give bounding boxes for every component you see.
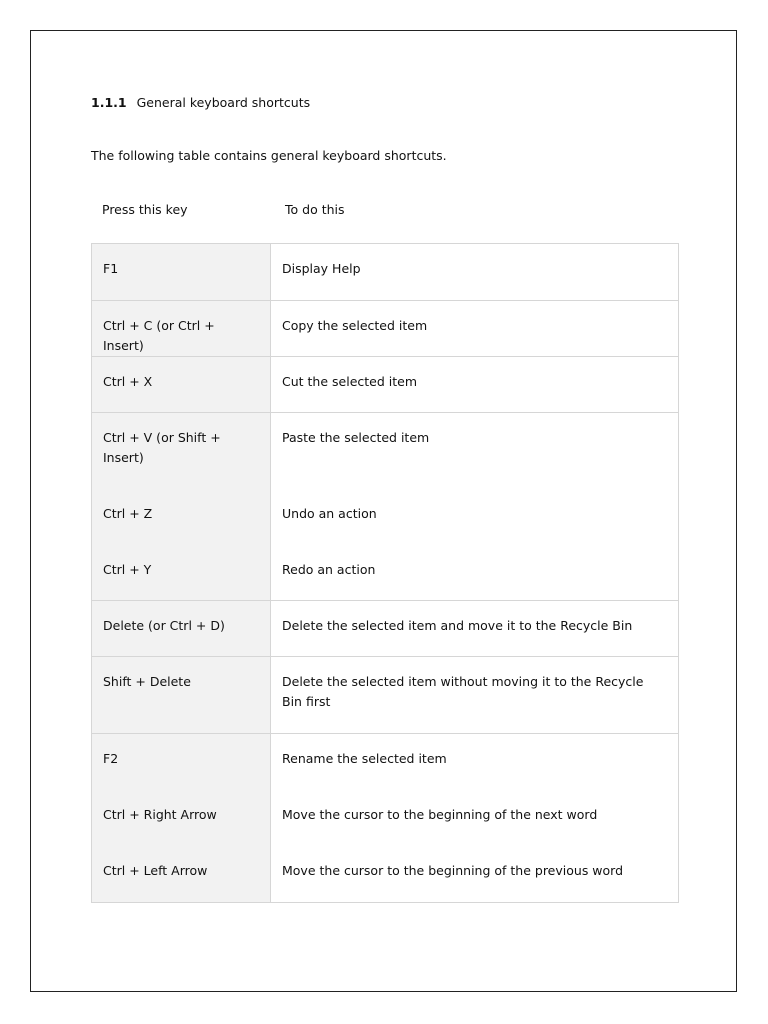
table-row (92, 489, 679, 545)
table-row (92, 846, 679, 903)
shortcut-key-cell: Delete (or Ctrl + D) (92, 601, 271, 657)
column-header-action: To do this (285, 202, 345, 217)
shortcut-key-cell: Ctrl + Z (92, 489, 271, 545)
table-row (92, 413, 679, 489)
shortcut-key-cell: Ctrl + C (or Ctrl + Insert) (92, 301, 271, 357)
section-number: 1.1.1 (91, 95, 127, 110)
table-row (92, 357, 679, 413)
shortcut-key-cell: Shift + Delete (92, 657, 271, 734)
shortcut-action-cell: Copy the selected item (271, 301, 679, 357)
table-row (92, 301, 679, 357)
shortcut-action-cell: Rename the selected item (271, 734, 679, 790)
shortcut-key-cell: Ctrl + Y (92, 545, 271, 601)
shortcut-action-cell: Undo an action (271, 489, 679, 545)
table-row (92, 734, 679, 790)
shortcut-key-cell: F1 (92, 244, 271, 301)
shortcuts-table (91, 243, 679, 903)
intro-paragraph: The following table contains general keyboard shortcuts. (91, 148, 447, 163)
shortcut-action-cell: Delete the selected item without moving it to the Recycle Bin first (271, 657, 679, 734)
shortcut-key-cell: F2 (92, 734, 271, 790)
shortcut-action-cell: Paste the selected item (271, 413, 679, 489)
table-row (92, 601, 679, 657)
shortcut-action-cell: Cut the selected item (271, 357, 679, 413)
shortcut-key-cell: Ctrl + X (92, 357, 271, 413)
column-header-key: Press this key (102, 202, 188, 217)
shortcut-action-cell: Move the cursor to the beginning of the previous word (271, 846, 679, 903)
shortcut-key-cell: Ctrl + Right Arrow (92, 790, 271, 846)
table-row (92, 657, 679, 734)
shortcut-action-cell: Display Help (271, 244, 679, 301)
table-row (92, 790, 679, 846)
shortcut-action-cell: Redo an action (271, 545, 679, 601)
shortcut-action-cell: Delete the selected item and move it to the Recycle Bin (271, 601, 679, 657)
table-row (92, 545, 679, 601)
shortcut-key-cell: Ctrl + Left Arrow (92, 846, 271, 903)
section-heading (91, 95, 310, 110)
table-row (92, 244, 679, 301)
document-page (30, 30, 737, 992)
shortcut-action-cell: Move the cursor to the beginning of the next word (271, 790, 679, 846)
shortcut-key-cell: Ctrl + V (or Shift + Insert) (92, 413, 271, 489)
section-title: General keyboard shortcuts (136, 95, 311, 110)
